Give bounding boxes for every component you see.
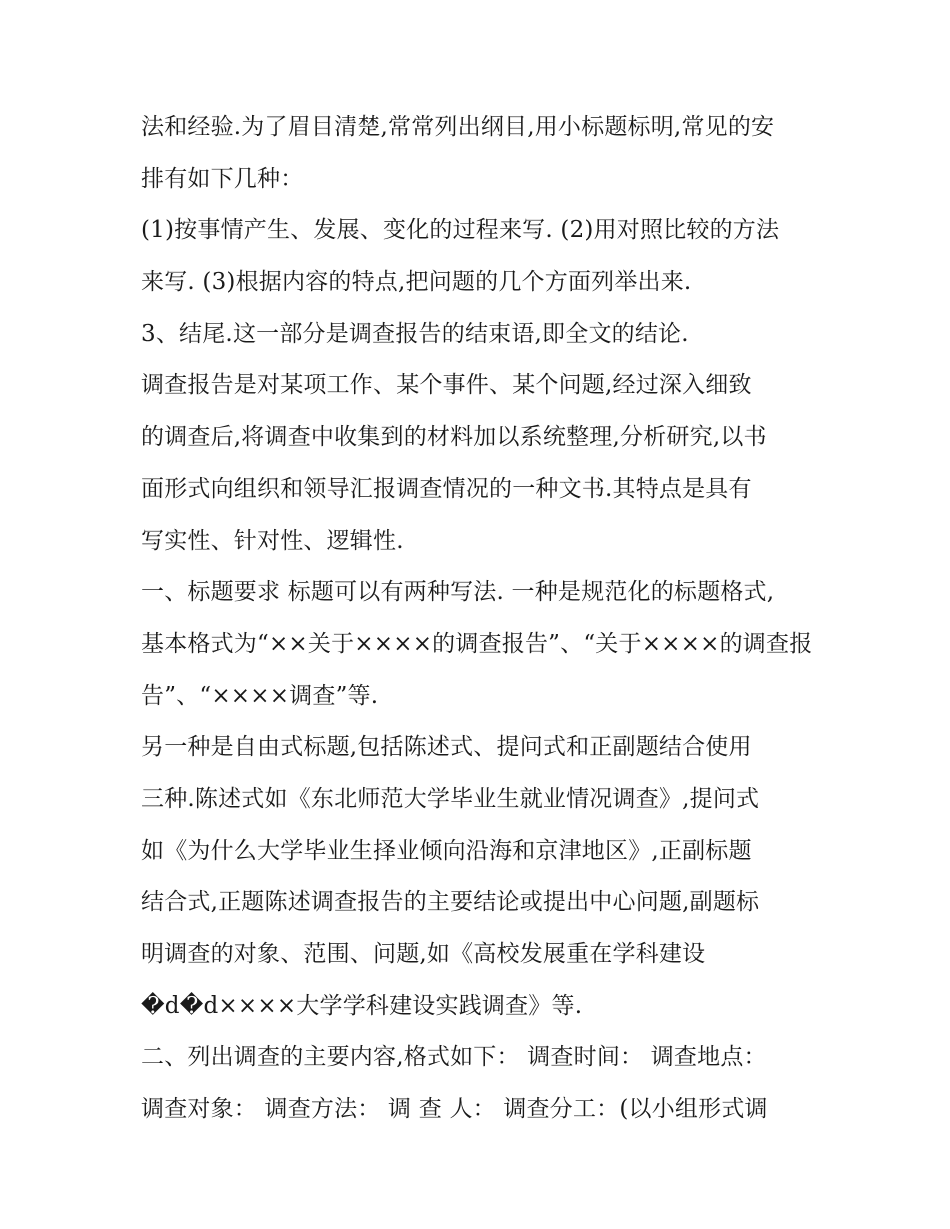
text-line: 二、列出调查的主要内容,格式如下： 调查时间： 调查地点： [141,1044,767,1071]
text-line: 另一种是自由式标题,包括陈述式、提问式和正副题结合使用 [141,734,752,761]
document-body [141,102,821,1136]
text-line: 的调查后,将调查中收集到的材料加以系统整理,分析研究,以书 [141,424,767,451]
text-line: 调查报告是对某项工作、某个事件、某个问题,经过深入细致 [141,372,752,399]
text-line: 明调查的对象、范围、问题,如《高校发展重在学科建设 [141,941,706,967]
text-line: 告”、“××××调查”等. [141,682,379,709]
text-line: (1)按事情产生、发展、变化的过程来写. (2)用对照比较的方法 [141,217,780,244]
text-line: 基本格式为“××关于××××的调查报告”、“关于××××的调查报 [141,630,813,657]
text-line: �d�d××××大学学科建设实践调查》等. [141,992,583,1019]
text-line: 3、结尾.这一部分是调查报告的结束语,即全文的结论. [141,320,689,347]
text-line: 写实性、针对性、逻辑性. [141,527,404,554]
text-line: 三种.陈述式如《东北师范大学毕业生就业情况调查》,提问式 [141,785,760,812]
text-line: 排有如下几种： [141,165,304,192]
text-line: 如《为什么大学毕业生择业倾向沿海和京津地区》,正副标题 [141,837,752,864]
text-line: 调查对象： 调查方法： 调 查 人： 调查分工：(以小组形式调 [141,1096,768,1123]
text-line: 结合式,正题陈述调查报告的主要结论或提出中心问题,副题标 [141,889,760,916]
text-line: 法和经验.为了眉目清楚,常常列出纲目,用小标题标明,常见的安 [141,114,775,140]
text-line: 一、标题要求 标题可以有两种写法. 一种是规范化的标题格式, [141,579,775,606]
text-line: 面形式向组织和领导汇报调查情况的一种文书.其特点是具有 [141,475,752,502]
text-line: 来写. (3)根据内容的特点,把问题的几个方面列举出来. [141,269,692,296]
